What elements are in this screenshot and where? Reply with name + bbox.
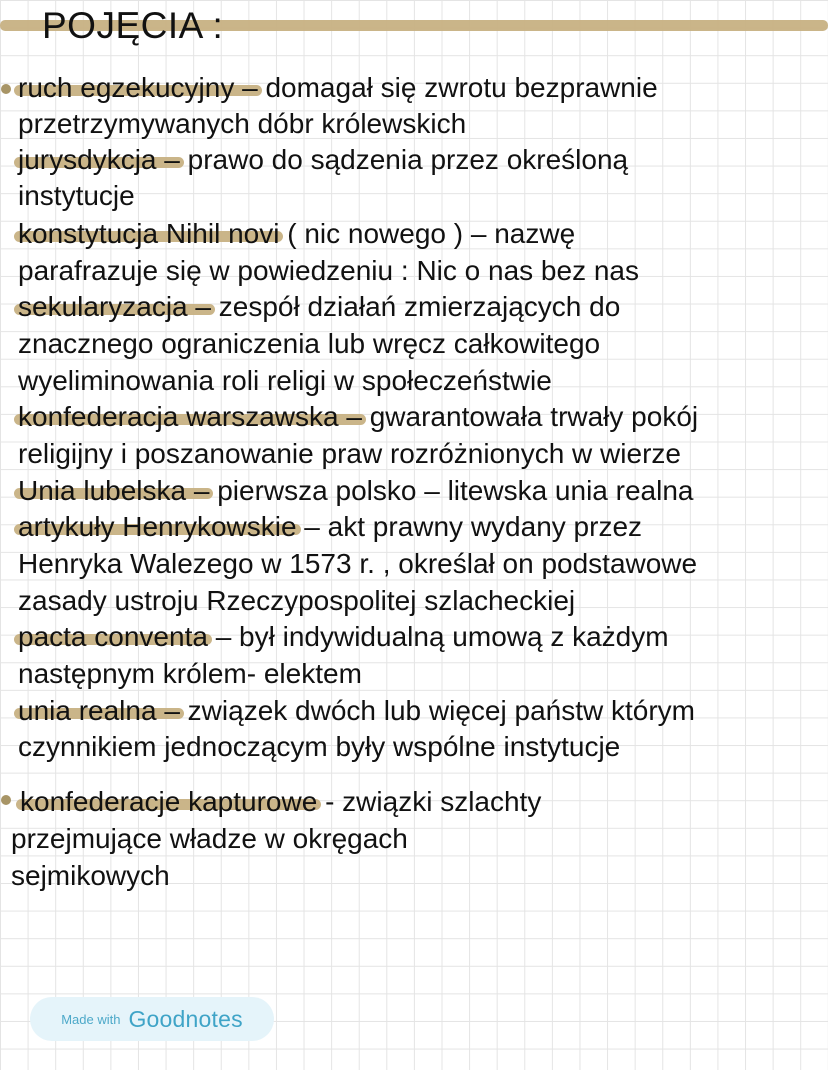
entry-term: konfederacja warszawska – xyxy=(18,401,362,432)
entry-line: przetrzymywanych dóbr królewskich xyxy=(18,108,467,139)
entry-term: konfederacje kapturowe xyxy=(20,786,318,817)
bullet-dot xyxy=(1,795,11,805)
entry-line xyxy=(18,289,620,325)
entry-line xyxy=(18,216,575,252)
entry-line xyxy=(18,70,658,106)
entry-line: parafrazuje się w powiedzeniu : Nic o nas bez nas xyxy=(18,255,640,286)
entry-line: wyeliminowania roli religi w społeczeństwie xyxy=(18,365,552,396)
entry-term: konstytucja Nihil novi xyxy=(18,218,280,249)
entry-line xyxy=(18,509,642,545)
entry-line: sejmikowych xyxy=(11,860,170,891)
entry-definition: ( nic nowego ) – nazwę xyxy=(279,218,576,249)
entry-line: przejmujące władze w okręgach xyxy=(11,823,408,854)
entry-definition: prawo do sądzenia przez określoną xyxy=(179,144,629,175)
entry-line xyxy=(18,142,628,178)
entry-line: znacznego ograniczenia lub wręcz całkowitego xyxy=(18,328,601,359)
entry-term: ruch egzekucyjny – xyxy=(18,72,258,103)
entry-line: następnym królem- elektem xyxy=(18,658,362,689)
badge-made-with-text: Made with xyxy=(61,1011,121,1027)
entry-term: sekularyzacja – xyxy=(18,291,211,322)
entry-definition: pierwsza polsko – litewska unia realna xyxy=(209,475,694,506)
entry-term: Unia lubelska – xyxy=(18,475,210,506)
entry-line: zasady ustroju Rzeczypospolitej szlacheckiej xyxy=(18,585,576,616)
entry-definition: – był indywidualną umową z każdym xyxy=(207,621,669,652)
entry-line xyxy=(18,693,695,729)
entry-line: religijny i poszanowanie praw rozróżnionych w wierze xyxy=(18,438,681,469)
entry-term: unia realna – xyxy=(18,695,180,726)
entry-line xyxy=(20,784,541,820)
bullet-dot xyxy=(1,84,11,94)
entry-line xyxy=(18,399,698,435)
entry-line: Henryka Walezego w 1573 r. , określał on podstawowe xyxy=(18,548,698,579)
entry-definition: domagał się zwrotu bezprawnie xyxy=(257,72,658,103)
entry-line: czynnikiem jednoczącym były wspólne instytucje xyxy=(18,731,621,762)
entry-definition: związek dwóch lub więcej państw którym xyxy=(179,695,695,726)
entry-line xyxy=(18,473,693,509)
entry-term: artykuły Henrykowskie xyxy=(18,511,297,542)
entry-definition: – akt prawny wydany przez xyxy=(296,511,643,542)
entry-line: instytucje xyxy=(18,180,135,211)
entry-definition: gwarantowała trwały pokój xyxy=(361,401,699,432)
goodnotes-logo: Goodnotes xyxy=(128,1005,243,1032)
entry-definition: zespół działań zmierzających do xyxy=(210,291,621,322)
entry-term: jurysdykcja – xyxy=(18,144,180,175)
entry-definition: - związki szlachty xyxy=(317,786,542,817)
entry-line xyxy=(18,619,669,655)
page-title: POJĘCIA : xyxy=(42,5,224,46)
entry-term: pacta conventa xyxy=(18,621,208,652)
